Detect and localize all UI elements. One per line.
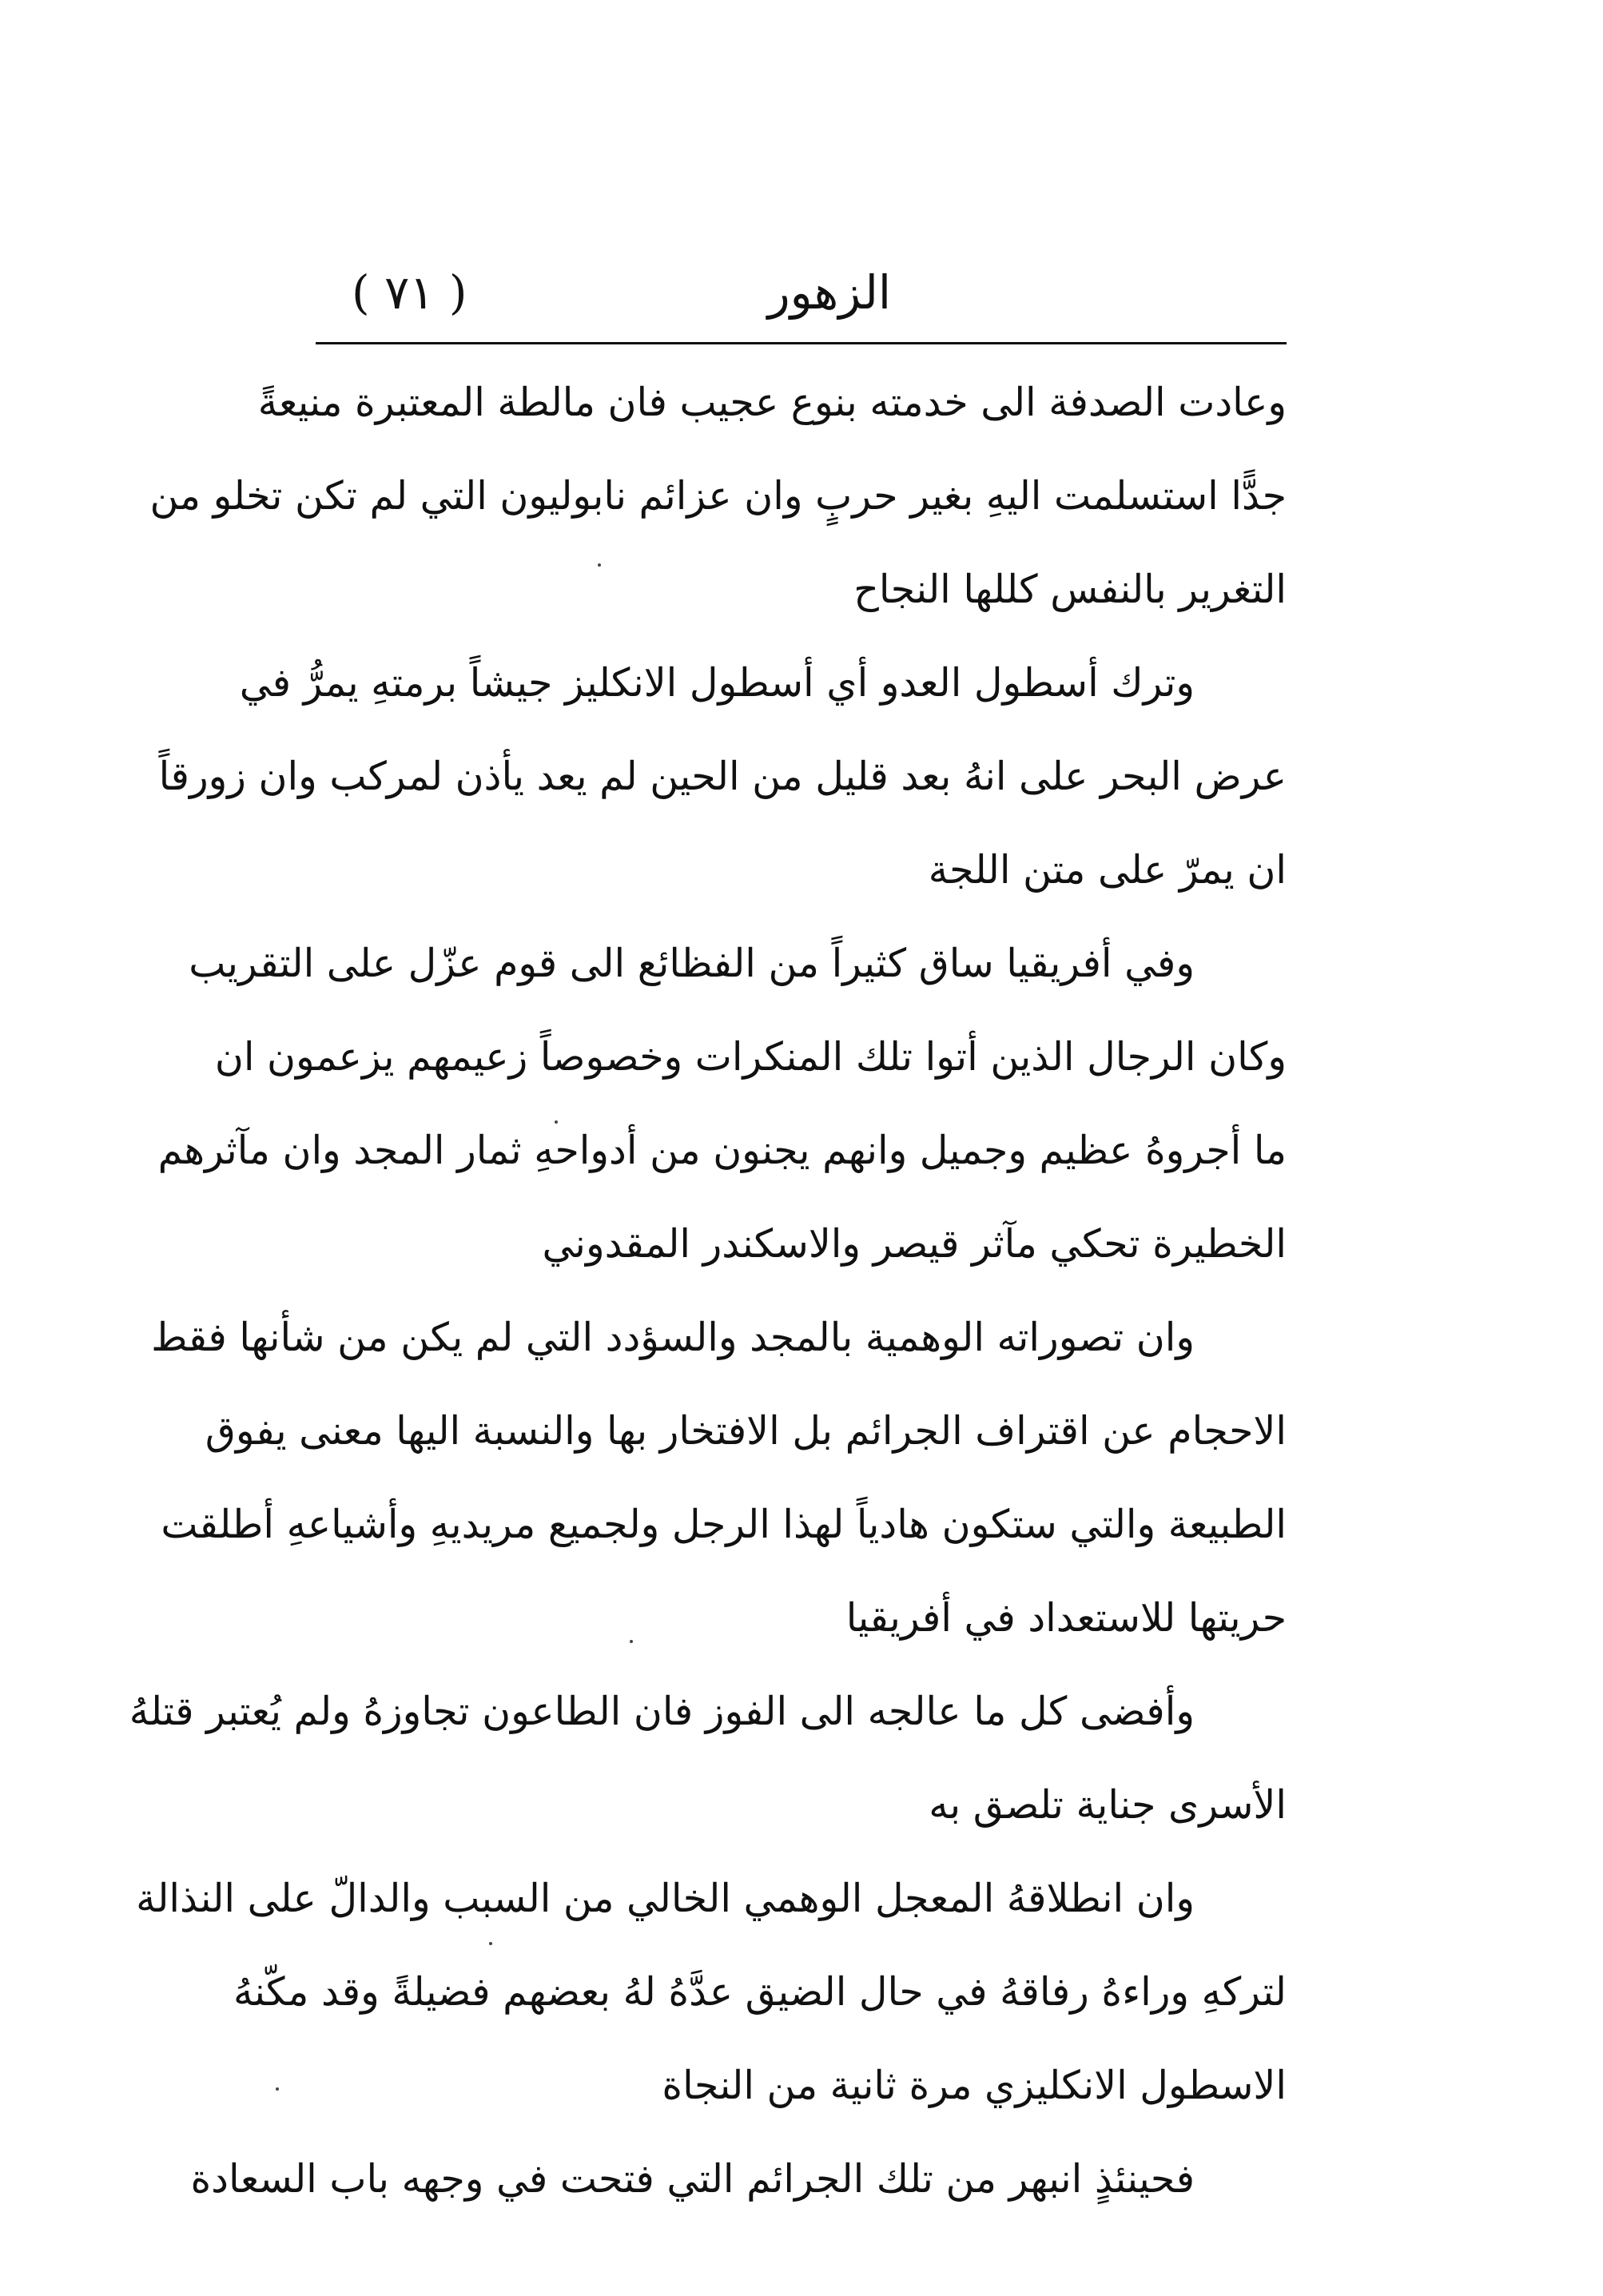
body-text [129,356,1287,2226]
scan-speck [276,2087,279,2091]
scan-speck [489,1942,492,1945]
text-line: وترك أسطول العدو أي أسطول الانكليز جيشاً برمتهِ يمرُّ في [239,660,1195,706]
page-number: ( ٧١ ) [352,265,467,320]
text-line: فحينئذٍ انبهر من تلك الجرائم التي فتحت في وجهه باب السعادة [190,2156,1195,2202]
text-line: لتركهِ وراءهُ رفاقهُ في حال الضيق عدَّهُ لهُ بعضهم فضيلةً وقد مكّنهُ [233,1969,1287,2015]
text-line: وفي أفريقيا ساق كثيراً من الفظائع الى قوم عزّل على التقريب [189,941,1195,986]
page-header [316,254,1287,342]
text-line: التغرير بالنفس كللها النجاح [853,567,1287,612]
text-line: جدًّا استسلمت اليهِ بغير حربٍ وان عزائم نابوليون التي لم تكن تخلو من [149,473,1287,519]
text-line: وكان الرجال الذين أتوا تلك المنكرات وخصوصاً زعيمهم يزعمون ان [214,1034,1287,1080]
text-line: الاحجام عن اقتراف الجرائم بل الافتخار بها والنسبة اليها معنى يفوق [205,1408,1287,1454]
text-line: وعادت الصدفة الى خدمته بنوع عجيب فان مالطة المعتبرة منيعةً [257,380,1287,425]
scan-speck [598,563,601,567]
scan-speck [555,1120,558,1124]
header-rule [316,342,1287,344]
text-line: الخطيرة تحكي مآثر قيصر والاسكندر المقدوني [542,1221,1287,1267]
text-line: وان تصوراته الوهمية بالمجد والسؤدد التي لم يكن من شأنها فقط [151,1315,1195,1360]
text-line: حريتها للاستعداد في أفريقيا [845,1595,1287,1641]
text-line: الأسرى جناية تلصق به [929,1782,1287,1828]
running-title: الزهور [767,265,891,320]
text-line: وأفضى كل ما عالجه الى الفوز فان الطاعون تجاوزهُ ولم يُعتبر قتلهُ [129,1689,1195,1734]
text-line: وان انطلاقهُ المعجل الوهمي الخالي من السبب والدالّ على النذالة [136,1876,1195,1921]
scan-speck [630,1640,633,1643]
text-line: الطبيعة والتي ستكون هادياً لهذا الرجل ولجميع مريديهِ وأشياعهِ أطلقت [161,1502,1287,1547]
text-line: ان يمرّ على متن اللجة [928,847,1287,893]
text-line: الاسطول الانكليزي مرة ثانية من النجاة [662,2063,1287,2108]
text-line: عرض البحر على انهُ بعد قليل من الحين لم يعد يأذن لمركب وان زورقاً [158,754,1287,799]
text-line: ما أجروهُ عظيم وجميل وانهم يجنون من أدواحهِ ثمار المجد وان مآثرهم [157,1128,1287,1173]
